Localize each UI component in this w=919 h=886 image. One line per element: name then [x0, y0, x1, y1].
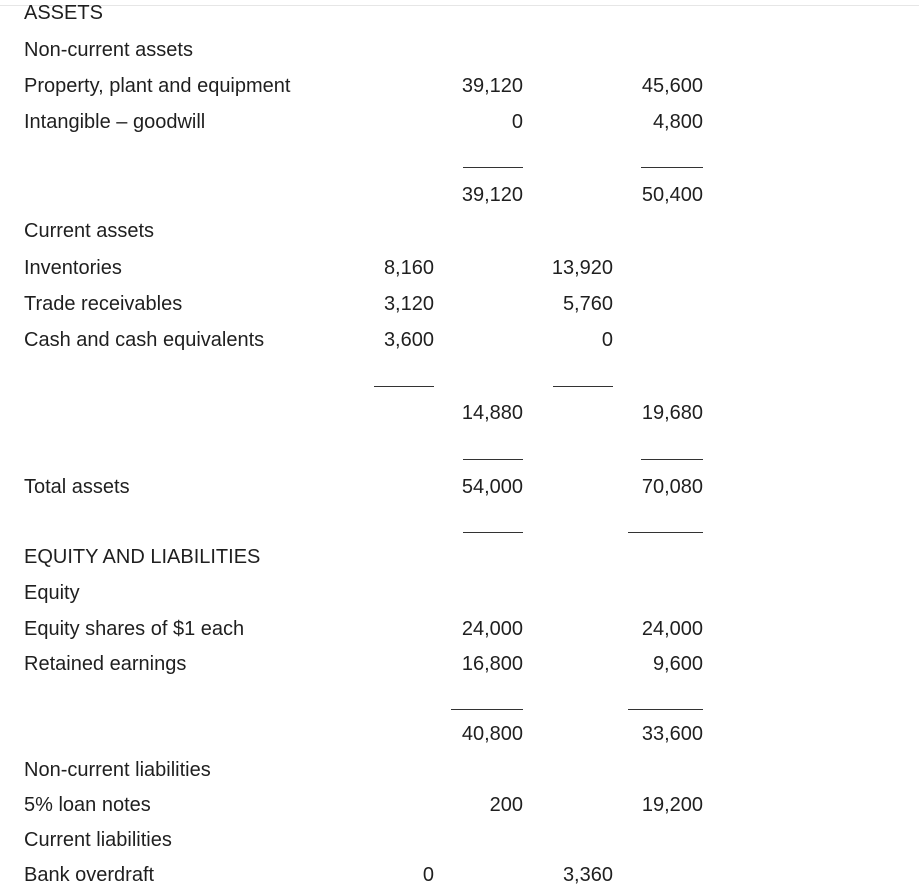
subtotal-rule [463, 167, 523, 168]
shares-label: Equity shares of $1 each [24, 618, 245, 640]
non-current-total-col1: 39,120 [461, 184, 523, 206]
retained-earnings-label: Retained earnings [24, 653, 187, 675]
subtotal-rule [374, 386, 434, 387]
non-current-total-col2: 50,400 [641, 184, 703, 206]
total-assets-col1: 54,000 [461, 476, 523, 498]
equity-total-col2: 33,600 [641, 723, 703, 745]
inventories-value-col1: 8,160 [383, 257, 434, 279]
current-total-col1: 14,880 [461, 402, 523, 424]
non-current-liabilities-heading: Non-current liabilities [24, 759, 211, 781]
current-total-col2: 19,680 [641, 402, 703, 424]
loan-notes-col2: 19,200 [641, 794, 703, 816]
ppe-value-col2: 45,600 [641, 75, 703, 97]
goodwill-label: Intangible – goodwill [24, 111, 206, 133]
subtotal-rule [553, 386, 613, 387]
equity-heading: Equity [24, 582, 80, 604]
retained-earnings-col2: 9,600 [652, 653, 703, 675]
subtotal-rule [451, 709, 523, 710]
inventories-label: Inventories [24, 257, 122, 279]
top-divider [0, 5, 919, 6]
equity-liabilities-heading: EQUITY AND LIABILITIES [24, 546, 261, 568]
shares-value-col2: 24,000 [641, 618, 703, 640]
total-assets-col2: 70,080 [641, 476, 703, 498]
loan-notes-col1: 200 [489, 794, 523, 816]
receivables-label: Trade receivables [24, 293, 183, 315]
current-assets-heading: Current assets [24, 220, 155, 242]
equity-total-col1: 40,800 [461, 723, 523, 745]
bank-overdraft-label: Bank overdraft [24, 864, 155, 886]
subtotal-rule [641, 167, 703, 168]
bank-overdraft-col1: 0 [422, 864, 434, 886]
cash-label: Cash and cash equivalents [24, 329, 265, 351]
assets-heading: ASSETS [24, 2, 103, 24]
total-rule [628, 532, 703, 533]
cash-value-col1: 3,600 [383, 329, 434, 351]
retained-earnings-col1: 16,800 [461, 653, 523, 675]
ppe-value-col1: 39,120 [461, 75, 523, 97]
goodwill-value-col2: 4,800 [652, 111, 703, 133]
goodwill-value-col1: 0 [511, 111, 523, 133]
subtotal-rule [628, 709, 703, 710]
total-rule [641, 459, 703, 460]
receivables-value-col1: 3,120 [383, 293, 434, 315]
cash-value-col2: 0 [601, 329, 613, 351]
ppe-label: Property, plant and equipment [24, 75, 291, 97]
shares-value-col1: 24,000 [461, 618, 523, 640]
inventories-value-col2: 13,920 [551, 257, 613, 279]
total-rule [463, 532, 523, 533]
total-rule [463, 459, 523, 460]
non-current-assets-heading: Non-current assets [24, 39, 193, 61]
total-assets-label: Total assets [24, 476, 130, 498]
bank-overdraft-col2: 3,360 [562, 864, 613, 886]
receivables-value-col2: 5,760 [562, 293, 613, 315]
loan-notes-label: 5% loan notes [24, 794, 151, 816]
current-liabilities-heading: Current liabilities [24, 829, 172, 851]
